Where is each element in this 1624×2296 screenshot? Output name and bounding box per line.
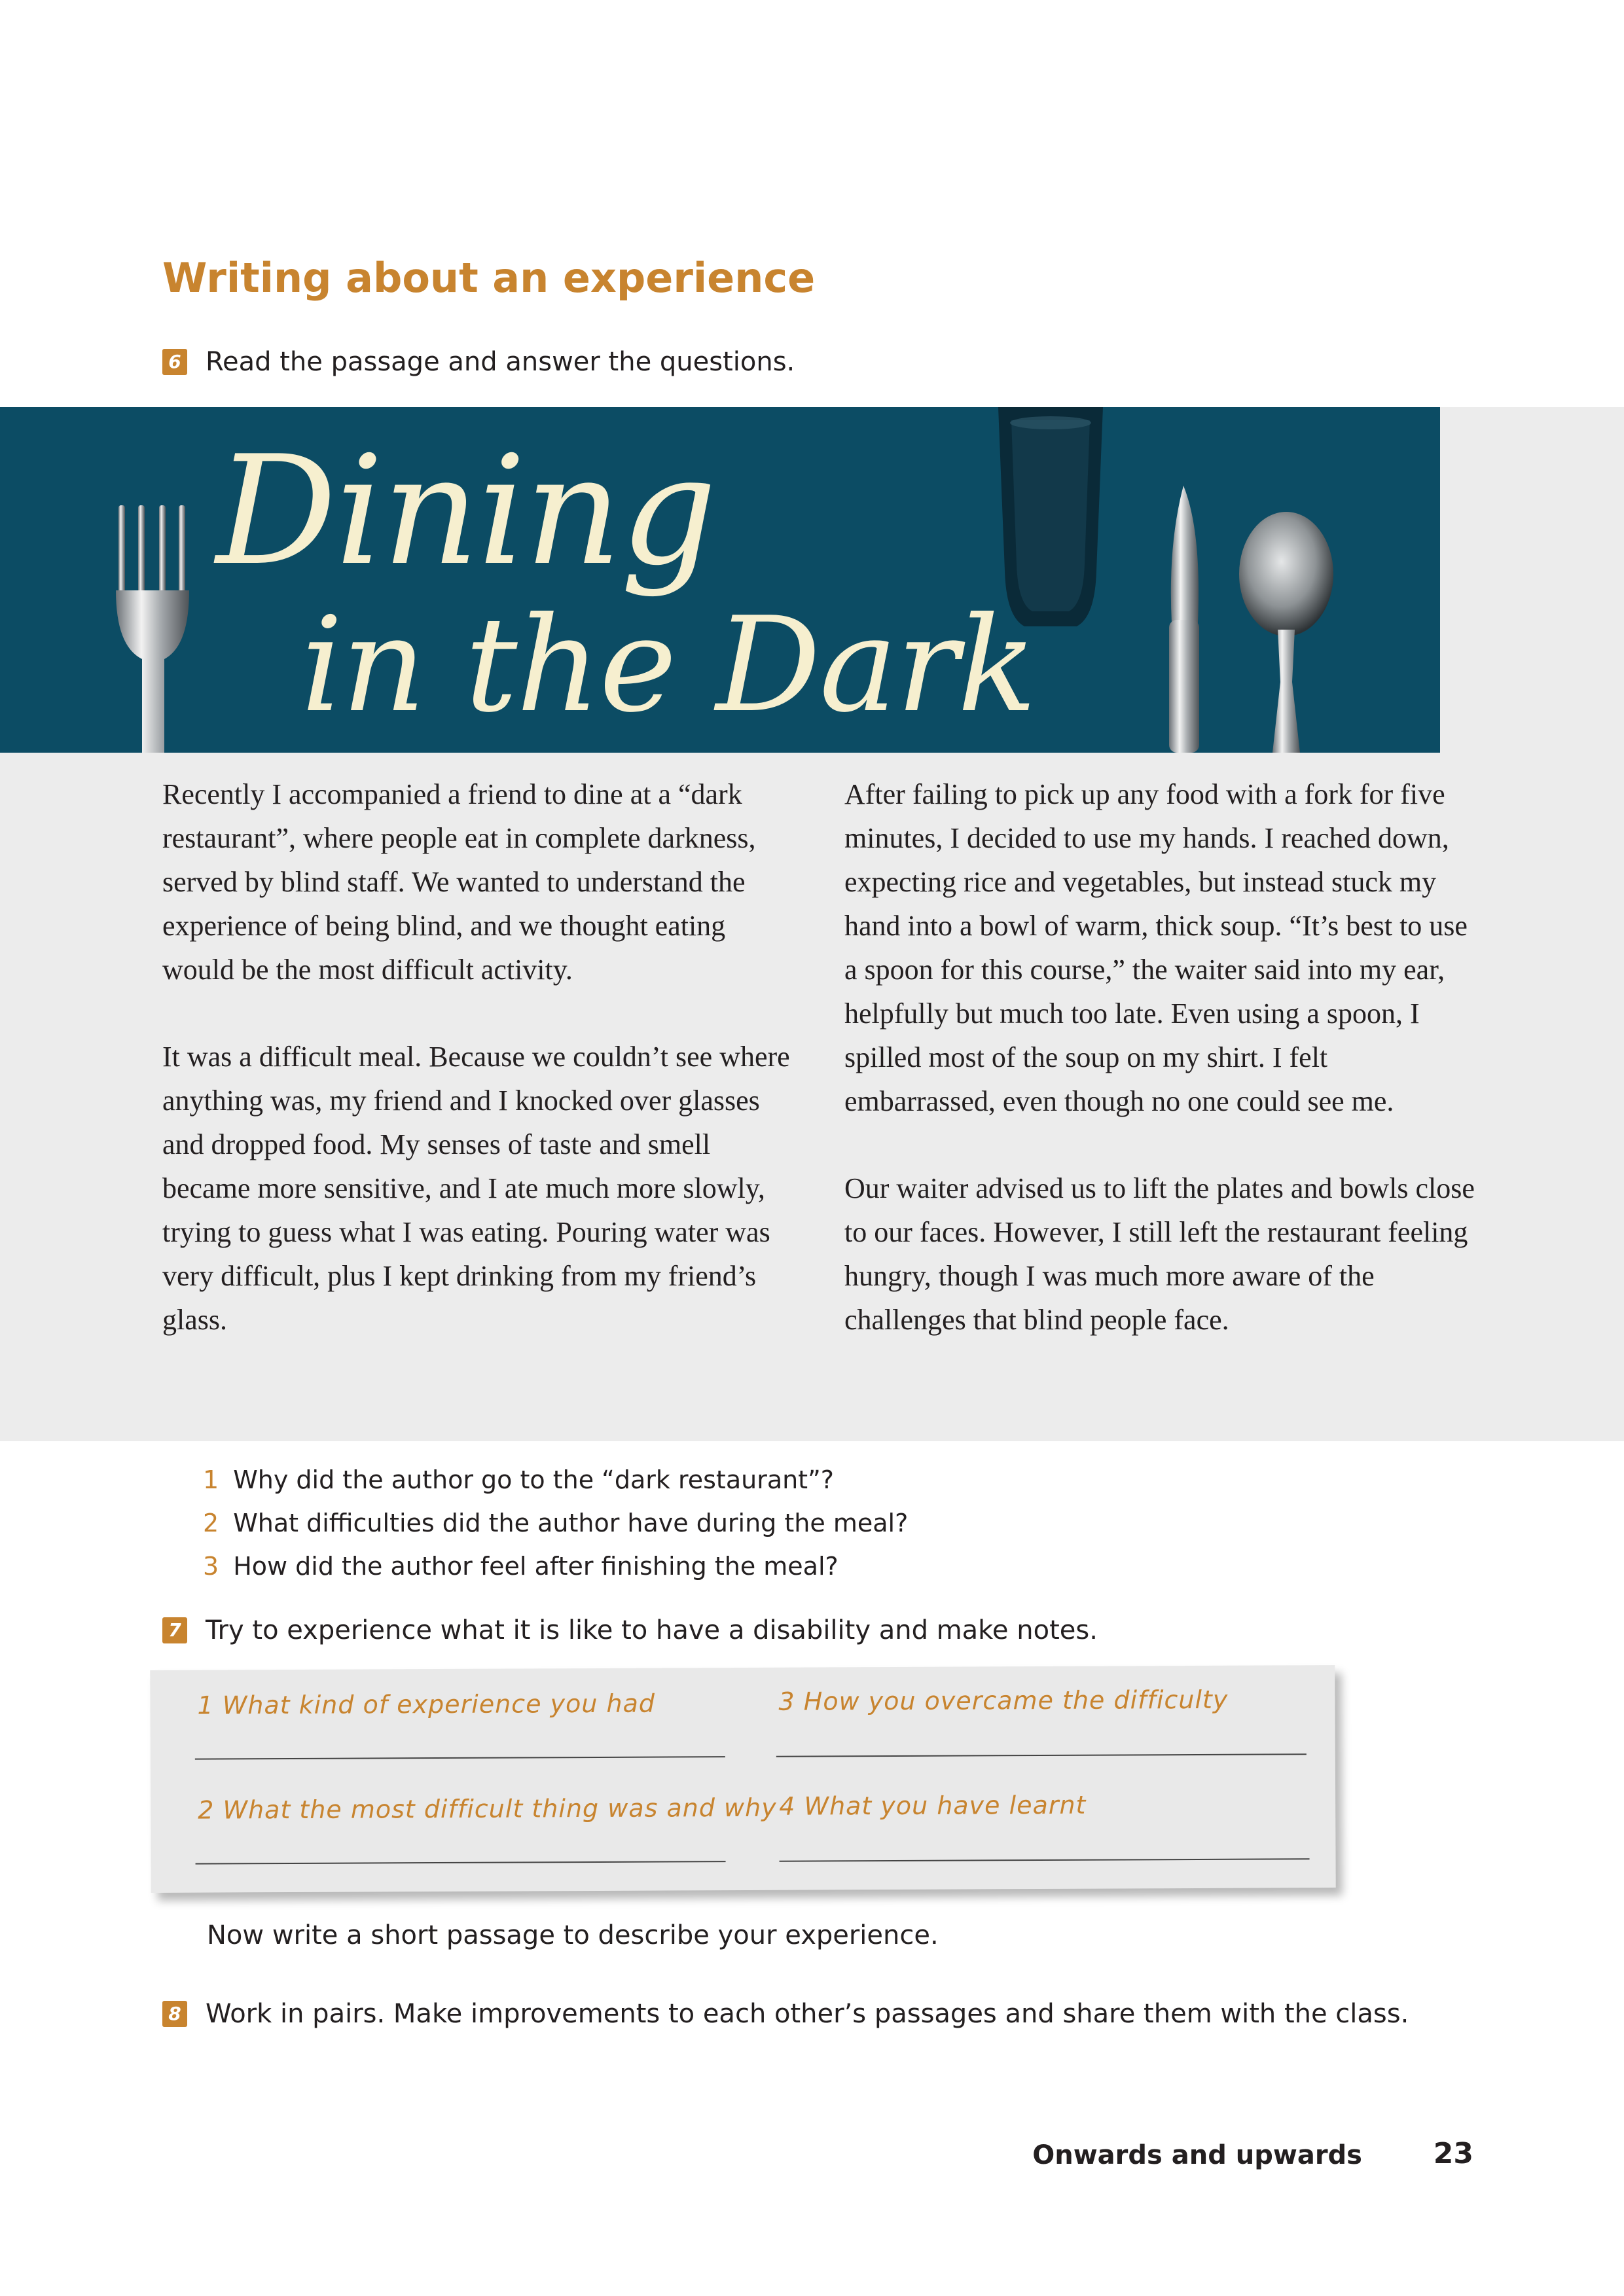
note-prompt: 4 What you have learnt (779, 1790, 1087, 1821)
note-answer-line[interactable] (195, 1756, 725, 1760)
article-title-line-2: in the Dark (301, 589, 1036, 742)
article-column-right (844, 772, 1486, 1385)
note-prompt: 2 What the most difficult thing was and why (198, 1793, 777, 1825)
question-list (203, 1458, 908, 1588)
task-6-text: Read the passage and answer the questions. (206, 347, 795, 377)
task-6-instruction (162, 347, 795, 377)
task-8-text: Work in pairs. Make improvements to each other’s passages and share them with the class. (206, 1999, 1409, 2029)
question-item: 2 What difficulties did the author have during the meal? (203, 1509, 909, 1537)
knife-image (1159, 486, 1204, 753)
footer-unit-title: Onwards and upwards (1032, 2140, 1362, 2170)
note-answer-line[interactable] (776, 1753, 1307, 1757)
question-item: 1 Why did the author go to the “dark restaurant”? (203, 1465, 834, 1494)
note-prompt: 3 How you overcame the difficulty (778, 1685, 1229, 1716)
article-title-line-1: Dining (216, 424, 716, 599)
task-7-text: Try to experience what it is like to have a disability and make notes. (206, 1615, 1098, 1645)
article-banner (0, 407, 1440, 753)
task-6-badge: 6 (162, 349, 187, 375)
section-heading: Writing about an experience (162, 254, 816, 302)
task-7-followup: Now write a short passage to describe your experience. (207, 1920, 939, 1950)
fork-image (108, 505, 200, 753)
task-7-instruction (162, 1615, 1098, 1645)
note-answer-line[interactable] (780, 1858, 1310, 1862)
task-8-badge: 8 (162, 2001, 187, 2027)
article-column-left (162, 772, 804, 1385)
notes-card (150, 1665, 1335, 1893)
question-item: 3 How did the author feel after finishing the meal? (203, 1552, 839, 1581)
article-paragraph: After failing to pick up any food with a fork for five minutes, I decided to use my hands. I reached down, expecting rice and vegetables, but instead stuck my hand into a bowl of warm, thick soup. “It’s best to use a spoon for this course,” the waiter said into my ear, helpfully but much too late. Even using a spoon, I spilled most of the soup on my shirt. I felt embarrassed, even though no one could see me. (844, 778, 1468, 1117)
page-number: 23 (1433, 2137, 1473, 2170)
article-paragraph: Our waiter advised us to lift the plates and bowls close to our faces. However, I still left the restaurant feeling hungry, though I was much more aware of the challenges that blind people face. (844, 1172, 1475, 1336)
note-prompt: 1 What kind of experience you had (197, 1689, 656, 1720)
spoon-image (1231, 512, 1342, 753)
task-8-instruction (162, 1999, 1409, 2029)
article-paragraph: It was a difficult meal. Because we couldn’t see where anything was, my friend and I knocked over glasses and dropped food. My senses of taste and smell became more sensitive, and I ate much more slowly, trying to guess what I was eating. Pouring water was very difficult, plus I kept drinking from my friend’s glass. (162, 1041, 790, 1336)
article-paragraph: Recently I accompanied a friend to dine at a “dark restaurant”, where people eat in complete darkness, served by blind staff. We wanted to understand the experience of being blind, and we thought eating would be the most difficult activity. (162, 778, 756, 986)
note-answer-line[interactable] (196, 1861, 726, 1865)
task-7-badge: 7 (162, 1617, 187, 1643)
